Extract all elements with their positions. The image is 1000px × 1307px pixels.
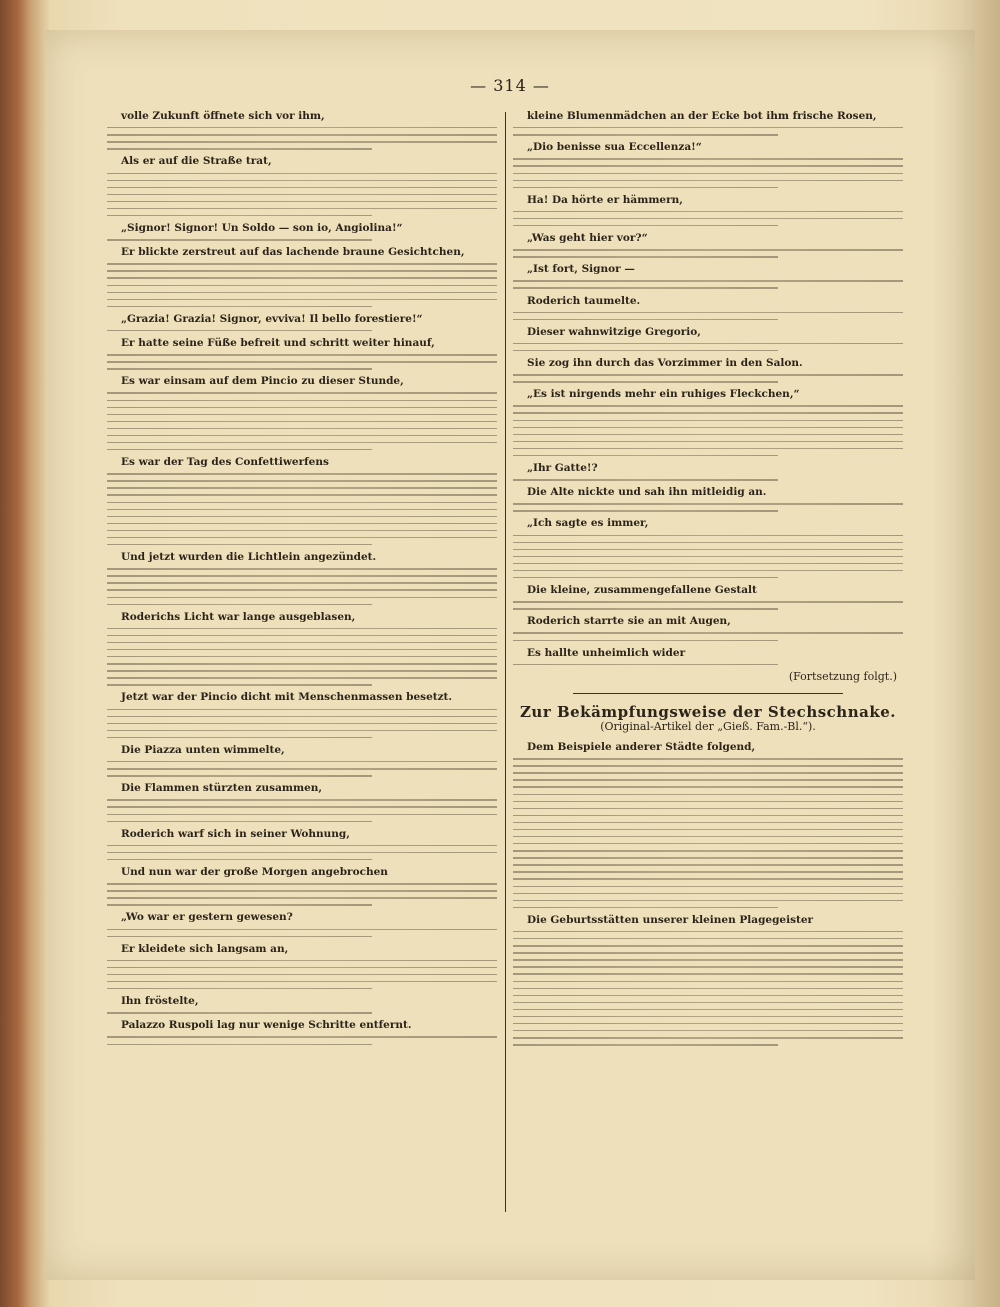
paragraph	[107, 611, 497, 686]
text-line-placeholder	[107, 814, 497, 815]
paragraph	[107, 110, 497, 150]
paragraph	[107, 911, 497, 937]
paragraph	[513, 486, 903, 512]
paragraph-opening-text: Roderich warf sich in seiner Wohnung,	[121, 827, 350, 840]
text-line-placeholder	[513, 280, 903, 281]
paragraph	[513, 517, 903, 578]
text-line-placeholder	[107, 670, 497, 671]
text-line-placeholder	[107, 709, 497, 710]
right-column	[513, 110, 903, 1215]
text-line-placeholder	[107, 737, 372, 738]
text-line-placeholder	[107, 568, 497, 569]
text-line-placeholder	[513, 931, 903, 932]
text-line-placeholder	[107, 361, 497, 362]
text-line-placeholder	[513, 772, 903, 773]
text-line-placeholder	[107, 761, 497, 762]
paragraph	[107, 995, 497, 1013]
paragraph-opening-text: Roderich taumelte.	[527, 294, 641, 307]
text-line-placeholder	[107, 148, 372, 149]
text-line-placeholder	[513, 577, 778, 578]
left-column	[107, 110, 497, 1215]
text-line-placeholder	[513, 405, 903, 406]
page-number: — 314 —	[470, 76, 550, 95]
text-line-placeholder	[513, 1002, 903, 1003]
text-line-placeholder	[107, 537, 497, 538]
text-line-placeholder	[513, 758, 903, 759]
text-line-placeholder	[107, 277, 497, 278]
text-line-placeholder	[107, 677, 497, 678]
text-line-placeholder	[513, 434, 903, 435]
text-line-placeholder	[107, 936, 372, 937]
text-line-placeholder	[107, 480, 497, 481]
text-line-placeholder	[513, 343, 903, 344]
text-line-placeholder	[513, 664, 778, 665]
text-line-placeholder	[107, 502, 497, 503]
text-line-placeholder	[107, 414, 497, 415]
paragraph-opening-text: Er kleidete sich langsam an,	[121, 942, 289, 955]
text-line-placeholder	[107, 201, 497, 202]
text-line-placeholder	[513, 570, 903, 571]
text-line-placeholder	[107, 544, 372, 545]
text-line-placeholder	[107, 354, 497, 355]
text-line-placeholder	[107, 663, 497, 664]
text-line-placeholder	[513, 945, 903, 946]
text-line-placeholder	[513, 850, 903, 851]
text-line-placeholder	[513, 765, 903, 766]
page-edge-shading	[930, 0, 1000, 1307]
text-line-placeholder	[513, 878, 903, 879]
text-line-placeholder	[107, 806, 497, 807]
text-line-placeholder	[513, 319, 778, 320]
newspaper-page	[45, 30, 975, 1280]
text-line-placeholder	[107, 368, 372, 369]
article-byline: (Original-Artikel der „Gieß. Fam.-Bl.“).	[600, 719, 816, 733]
paragraph	[513, 584, 903, 610]
text-line-placeholder	[513, 995, 903, 996]
text-line-placeholder	[107, 509, 497, 510]
text-line-placeholder	[107, 628, 497, 629]
text-line-placeholder	[513, 843, 903, 844]
text-line-placeholder	[107, 487, 497, 488]
text-line-placeholder	[513, 801, 903, 802]
text-line-placeholder	[107, 649, 497, 650]
paragraph	[107, 943, 497, 990]
text-line-placeholder	[107, 768, 497, 769]
paragraph-opening-text: Er hatte seine Füße befreit und schritt weiter hinauf,	[121, 337, 435, 350]
text-line-placeholder	[513, 1044, 778, 1045]
paragraph	[513, 615, 903, 641]
paragraph-opening-text: Die Piazza unten wimmelte,	[121, 743, 285, 756]
text-line-placeholder	[107, 775, 372, 776]
text-line-placeholder	[513, 441, 903, 442]
paragraph-opening-text: Es war einsam auf dem Pincio zu dieser Stunde,	[121, 375, 404, 388]
paragraph	[107, 313, 497, 331]
text-line-placeholder	[513, 556, 903, 557]
text-line-placeholder	[107, 597, 497, 598]
text-line-placeholder	[513, 1030, 903, 1031]
text-line-placeholder	[513, 256, 778, 257]
paragraph	[107, 1019, 497, 1045]
paragraph-opening-text: Palazzo Ruspoli lag nur wenige Schritte entfernt.	[121, 1019, 412, 1032]
paragraph-opening-text: „Es ist nirgends mehr ein ruhiges Fleckchen,“	[527, 388, 800, 401]
paragraph-opening-text: Es hallte unheimlich wider	[527, 646, 686, 659]
text-line-placeholder	[107, 407, 497, 408]
column-divider	[505, 112, 506, 1212]
paragraph-opening-text: Die Geburtsstätten unserer kleinen Plagegeister	[527, 913, 814, 926]
text-line-placeholder	[107, 883, 497, 884]
text-line-placeholder	[107, 516, 497, 517]
text-line-placeholder	[513, 794, 903, 795]
text-line-placeholder	[513, 350, 778, 351]
text-line-placeholder	[513, 988, 903, 989]
text-line-placeholder	[513, 448, 903, 449]
text-line-placeholder	[513, 857, 903, 858]
text-line-placeholder	[513, 608, 778, 609]
text-line-placeholder	[513, 786, 903, 787]
paragraph	[513, 914, 903, 1046]
paragraph-opening-text: Die Alte nickte und sah ihn mitleidig an.	[527, 486, 767, 499]
text-line-placeholder	[107, 330, 372, 331]
text-line-placeholder	[107, 263, 497, 264]
text-line-placeholder	[513, 187, 778, 188]
text-line-placeholder	[513, 822, 903, 823]
paragraph	[107, 222, 497, 240]
text-line-placeholder	[513, 134, 778, 135]
text-line-placeholder	[513, 312, 903, 313]
text-line-placeholder	[513, 959, 903, 960]
text-line-placeholder	[513, 158, 903, 159]
text-line-placeholder	[107, 473, 497, 474]
text-line-placeholder	[513, 632, 903, 633]
text-line-placeholder	[513, 864, 903, 865]
text-line-placeholder	[513, 1009, 903, 1010]
text-line-placeholder	[513, 218, 903, 219]
text-line-placeholder	[513, 815, 903, 816]
paragraph-opening-text: Jetzt war der Pincio dicht mit Menschenmassen besetzt.	[121, 691, 453, 704]
text-line-placeholder	[513, 479, 778, 480]
text-line-placeholder	[513, 829, 903, 830]
paragraph	[513, 388, 903, 456]
text-line-placeholder	[107, 642, 497, 643]
continued-notice: (Fortsetzung folgt.)	[788, 669, 897, 683]
text-line-placeholder	[107, 821, 372, 822]
paragraph-opening-text: Die Flammen stürzten zusammen,	[121, 782, 323, 795]
paragraph-opening-text: Die kleine, zusammengefallene Gestalt	[527, 584, 757, 597]
paragraph	[107, 246, 497, 307]
text-line-placeholder	[513, 640, 778, 641]
text-line-placeholder	[513, 900, 903, 901]
text-line-placeholder	[513, 127, 903, 128]
text-line-placeholder	[107, 306, 372, 307]
paragraph-opening-text: „Signor! Signor! Un Soldo — son io, Angiolina!“	[121, 222, 403, 235]
text-line-placeholder	[107, 180, 497, 181]
paragraph	[513, 462, 903, 480]
text-line-placeholder	[107, 292, 497, 293]
text-line-placeholder	[107, 635, 497, 636]
text-line-placeholder	[513, 420, 903, 421]
text-line-placeholder	[513, 427, 903, 428]
paragraph	[107, 155, 497, 216]
text-line-placeholder	[107, 141, 497, 142]
section-rule	[573, 693, 843, 694]
text-line-placeholder	[107, 1044, 372, 1045]
paragraph-opening-text: „Ihr Gatte!?	[527, 462, 598, 475]
text-line-placeholder	[513, 180, 903, 181]
text-line-placeholder	[107, 208, 497, 209]
paragraph	[107, 337, 497, 370]
paragraph-opening-text: kleine Blumenmädchen an der Ecke bot ihm frische Rosen,	[527, 110, 877, 122]
text-line-placeholder	[513, 601, 903, 602]
text-line-placeholder	[513, 535, 903, 536]
text-line-placeholder	[107, 716, 497, 717]
text-line-placeholder	[107, 929, 497, 930]
text-line-placeholder	[513, 249, 903, 250]
paragraph-opening-text: Es war der Tag des Confettiwerfens	[121, 456, 329, 469]
text-line-placeholder	[513, 549, 903, 550]
paragraph-opening-text: „Was geht hier vor?“	[527, 232, 648, 245]
article-title: Zur Bekämpfungsweise der Stechschnake.	[519, 702, 896, 721]
text-line-placeholder	[513, 981, 903, 982]
text-line-placeholder	[513, 973, 903, 974]
text-line-placeholder	[107, 270, 497, 271]
paragraph-opening-text: volle Zukunft öffnete sich vor ihm,	[121, 110, 325, 122]
text-line-placeholder	[107, 239, 372, 240]
text-line-placeholder	[513, 871, 903, 872]
text-line-placeholder	[107, 730, 497, 731]
text-line-placeholder	[107, 421, 497, 422]
text-line-placeholder	[107, 967, 497, 968]
text-line-placeholder	[107, 187, 497, 188]
text-line-placeholder	[513, 1037, 903, 1038]
text-line-placeholder	[107, 435, 497, 436]
text-line-placeholder	[107, 449, 372, 450]
text-line-placeholder	[107, 215, 372, 216]
paragraph-opening-text: Dieser wahnwitzige Gregorio,	[527, 325, 701, 338]
paragraph	[107, 691, 497, 738]
text-line-placeholder	[107, 845, 497, 846]
text-line-placeholder	[107, 400, 497, 401]
text-line-placeholder	[513, 287, 778, 288]
text-line-placeholder	[513, 503, 903, 504]
text-line-placeholder	[513, 938, 903, 939]
text-line-placeholder	[107, 589, 497, 590]
paragraph-opening-text: Ihn fröstelte,	[121, 995, 199, 1008]
text-line-placeholder	[513, 510, 778, 511]
text-line-placeholder	[107, 530, 497, 531]
text-line-placeholder	[107, 442, 497, 443]
text-line-placeholder	[107, 684, 372, 685]
text-line-placeholder	[107, 494, 497, 495]
paragraph	[513, 194, 903, 227]
text-line-placeholder	[513, 542, 903, 543]
text-line-placeholder	[107, 523, 497, 524]
paragraph-opening-text: Als er auf die Straße trat,	[121, 155, 272, 168]
text-line-placeholder	[513, 563, 903, 564]
text-line-placeholder	[107, 134, 497, 135]
paragraph	[107, 782, 497, 822]
text-line-placeholder	[107, 428, 497, 429]
text-line-placeholder	[513, 374, 903, 375]
paragraph	[107, 744, 497, 777]
text-line-placeholder	[107, 173, 497, 174]
text-line-placeholder	[513, 225, 778, 226]
text-line-placeholder	[107, 974, 497, 975]
text-line-placeholder	[513, 886, 903, 887]
paragraph	[513, 741, 903, 908]
paragraph-opening-text: „Wo war er gestern gewesen?	[121, 911, 293, 924]
text-line-placeholder	[107, 960, 497, 961]
text-line-placeholder	[107, 299, 497, 300]
paragraph	[107, 828, 497, 861]
text-line-placeholder	[513, 381, 778, 382]
text-line-placeholder	[107, 194, 497, 195]
paragraph	[107, 456, 497, 545]
paragraph	[513, 110, 903, 136]
text-line-placeholder	[107, 656, 497, 657]
text-line-placeholder	[107, 1012, 372, 1013]
text-line-placeholder	[107, 859, 372, 860]
text-line-placeholder	[107, 988, 372, 989]
paragraph-opening-text: „Grazia! Grazia! Signor, evviva! Il bello forestiere!“	[121, 312, 423, 325]
paragraph	[513, 295, 903, 321]
paragraph-opening-text: Und nun war der große Morgen angebrochen	[121, 866, 388, 879]
text-line-placeholder	[107, 1036, 497, 1037]
text-line-placeholder	[107, 723, 497, 724]
text-line-placeholder	[107, 575, 497, 576]
paragraph-opening-text: Roderich starrte sie an mit Augen,	[527, 615, 731, 628]
paragraph-opening-text: Und jetzt wurden die Lichtlein angezündet.	[121, 551, 377, 564]
text-line-placeholder	[107, 285, 497, 286]
text-line-placeholder	[107, 981, 497, 982]
paragraph	[107, 375, 497, 450]
text-line-placeholder	[513, 966, 903, 967]
text-line-placeholder	[513, 173, 903, 174]
paragraph	[513, 357, 903, 383]
text-line-placeholder	[513, 893, 903, 894]
paragraph	[513, 263, 903, 289]
text-line-placeholder	[107, 904, 372, 905]
text-line-placeholder	[107, 392, 497, 393]
text-line-placeholder	[107, 799, 497, 800]
paragraph-opening-text: Sie zog ihn durch das Vorzimmer in den Salon.	[527, 357, 803, 370]
text-line-placeholder	[513, 455, 778, 456]
text-line-placeholder	[107, 127, 497, 128]
text-line-placeholder	[513, 165, 903, 166]
paragraph	[513, 232, 903, 258]
text-line-placeholder	[513, 907, 778, 908]
paragraph-opening-text: Er blickte zerstreut auf das lachende braune Gesichtchen,	[121, 246, 465, 259]
paragraph-opening-text: „Dio benisse sua Eccellenza!“	[527, 141, 702, 154]
paragraph	[107, 551, 497, 605]
text-line-placeholder	[107, 604, 372, 605]
paragraph-opening-text: Dem Beispiele anderer Städte folgend,	[527, 741, 756, 754]
text-line-placeholder	[513, 412, 903, 413]
text-line-placeholder	[513, 779, 903, 780]
text-line-placeholder	[107, 897, 497, 898]
text-line-placeholder	[513, 1016, 903, 1017]
text-line-placeholder	[513, 836, 903, 837]
text-line-placeholder	[107, 852, 497, 853]
text-line-placeholder	[107, 582, 497, 583]
text-line-placeholder	[513, 1023, 903, 1024]
text-line-placeholder	[513, 808, 903, 809]
paragraph-opening-text: „Ich sagte es immer,	[527, 517, 649, 530]
paragraph	[513, 326, 903, 352]
paragraph	[513, 141, 903, 188]
text-line-placeholder	[513, 952, 903, 953]
paragraph-opening-text: „Ist fort, Signor —	[527, 263, 635, 276]
text-line-placeholder	[107, 890, 497, 891]
paragraph-opening-text: Roderichs Licht war lange ausgeblasen,	[121, 610, 356, 623]
paragraph-opening-text: Ha! Da hörte er hämmern,	[527, 193, 683, 206]
paragraph	[513, 647, 903, 665]
paragraph	[107, 866, 497, 906]
text-line-placeholder	[513, 211, 903, 212]
